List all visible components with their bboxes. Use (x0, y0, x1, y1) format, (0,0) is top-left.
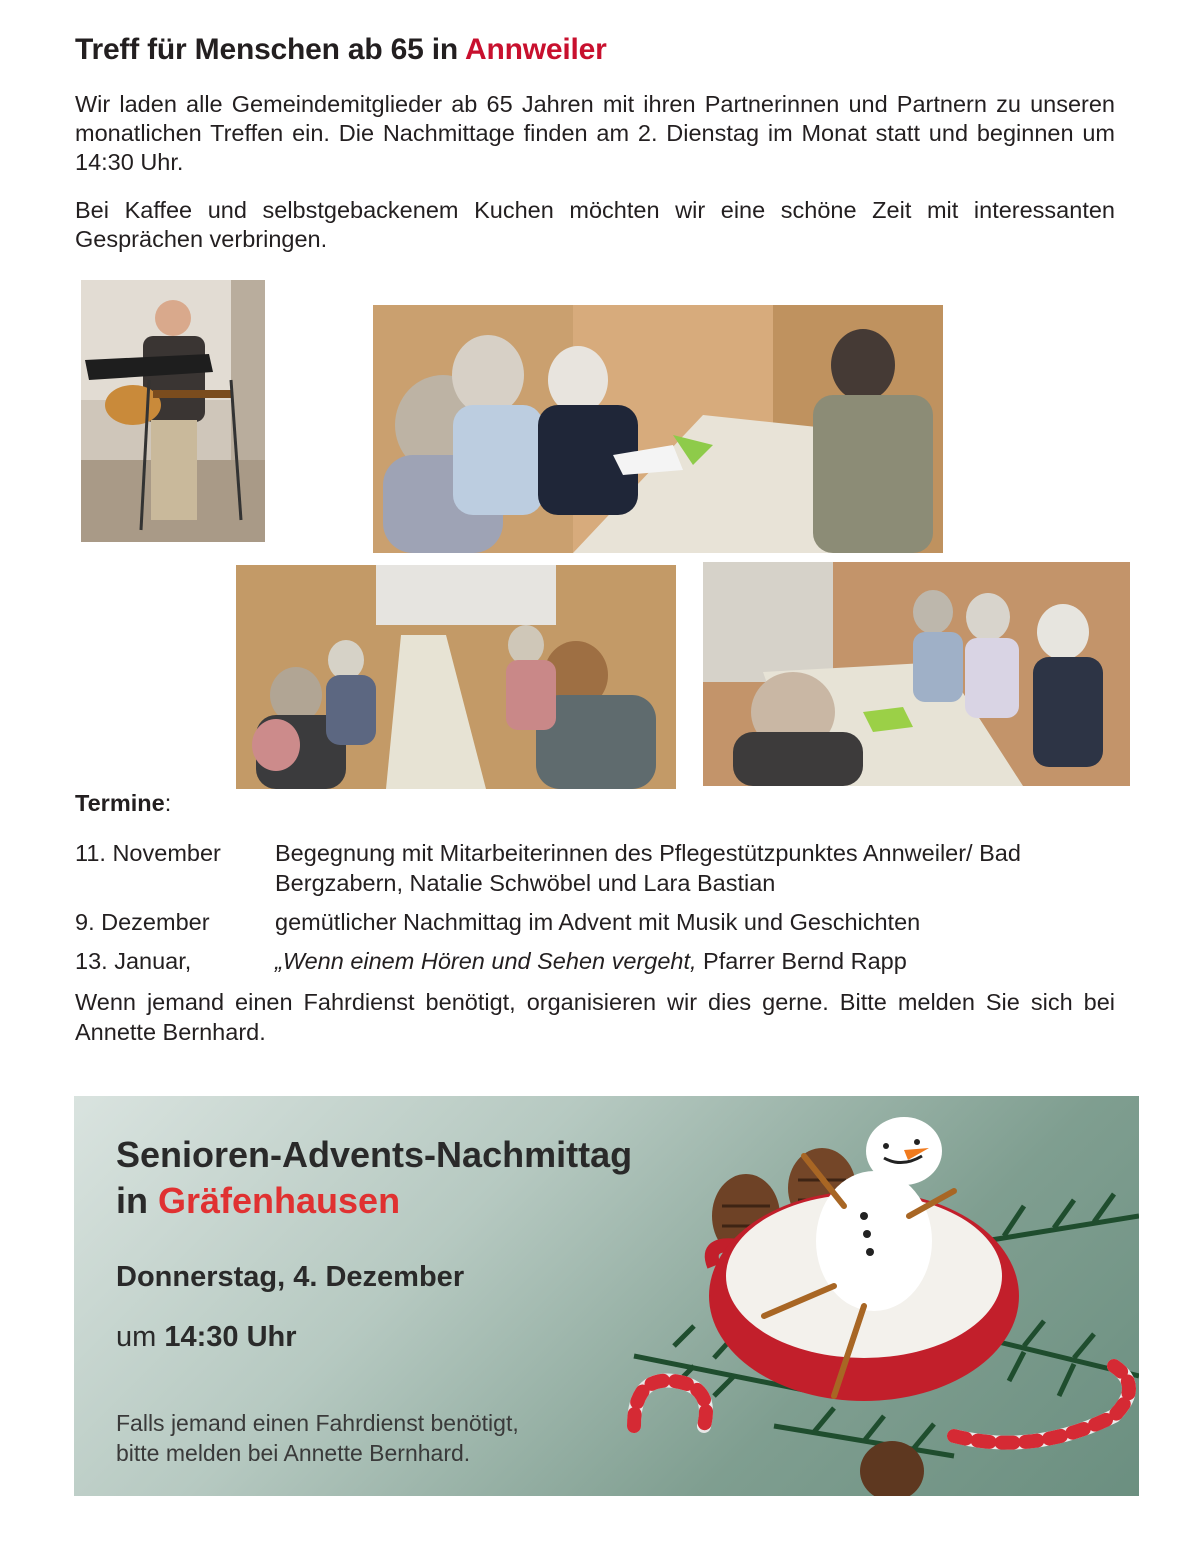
photo-guitarist (81, 280, 265, 542)
intro-paragraph-2: Bei Kaffee und selbstgebackenem Kuchen möchten wir eine schöne Zeit mit interessanten Gesprächen verbringen. (75, 197, 1115, 252)
termin-text: „Wenn einem Hören und Sehen vergeht, Pfarrer Bernd Rapp (275, 948, 907, 974)
termin-date: 11. November (75, 840, 221, 866)
photo-seniors-table (703, 562, 1130, 786)
title-place: Annweiler (465, 33, 607, 66)
advent-note: Falls jemand einen Fahrdienst benötigt, bitte melden bei Annette Bernhard. (116, 1410, 519, 1466)
termin-date: 9. Dezember (75, 909, 210, 935)
advent-banner (74, 1096, 1139, 1496)
intro-paragraph-1: Wir laden alle Gemeindemitglieder ab 65 Jahren mit ihren Partnerinnen und Partnern zu unseren monatlichen Treffen ein. Die Nachmittage finden am 2. Dienstag im Monat statt und beginnen um 14:30 Uhr. (75, 91, 1115, 175)
advent-title: Senioren-Advents-Nachmittag in Gräfenhausen (116, 1134, 633, 1221)
photo-long-table (236, 565, 676, 789)
advent-date: Donnerstag, 4. Dezember (116, 1261, 465, 1293)
termin-text: Begegnung mit Mitarbeiterinnen des Pflegestützpunktes Annweiler/ Bad Bergzabern, Natalie Schwöbel und Lara Bastian (275, 840, 1021, 896)
advent-time: um 14:30 Uhr (116, 1321, 297, 1353)
page-title: Treff für Menschen ab 65 in Annweiler (75, 33, 607, 66)
termin-date: 13. Januar, (75, 948, 192, 974)
photo-group-table (373, 305, 943, 553)
advent-place: Gräfenhausen (158, 1180, 401, 1221)
termin-text: gemütlicher Nachmittag im Advent mit Musik und Geschichten (275, 909, 921, 935)
termine-heading: Termine: (75, 790, 172, 816)
fahrdienst-note: Wenn jemand einen Fahrdienst benötigt, organisieren wir dies gerne. Bitte melden Sie sich bei Annette Bernhard. (75, 989, 1115, 1045)
